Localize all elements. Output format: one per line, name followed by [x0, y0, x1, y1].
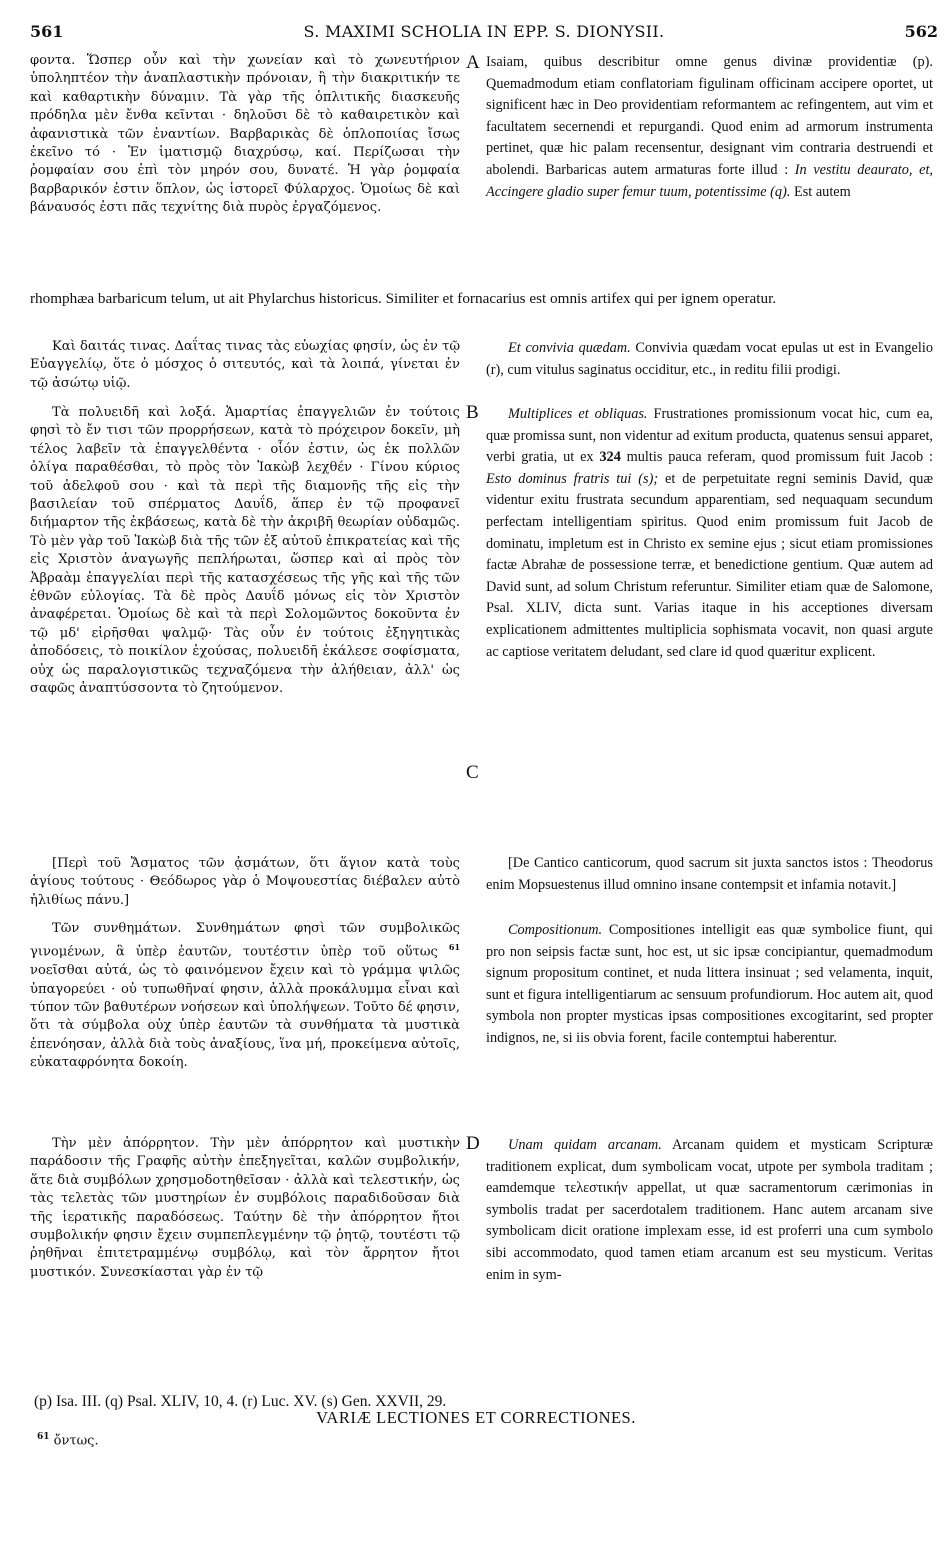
page-number-left: 561: [30, 22, 64, 41]
margin-page-ref: 324: [599, 449, 621, 466]
page-number-right: 562: [904, 22, 938, 41]
variae-lectiones-title: VARIÆ LECTIONES ET CORRECTIONES.: [316, 1408, 636, 1427]
footnote-ref-61: 61: [448, 942, 461, 953]
footnotes: (p) Isa. III. (q) Psal. XLIV, 10, 4. (r) Luc. XV. (s) Gen. XXVII, 29.: [34, 1393, 447, 1410]
greek-paragraph-3: Τὰ πολυειδῆ καὶ λοξά. Ἁμαρτίας ἐπαγγελιῶν ἐν τούτοις φησὶ τὸ ἔν τισι τῶν προρρήσεων, κατὰ τὸ πρόχειρον δοκεῖν, μὴ τέλος λαβεῖν τὰ ἐπαγγελθέντα · οἷόν ἐστιν, ὡς ἐκ πολλῶν ὀλίγα παραθέσθαι, τὸ πρὸς τὸν Ἰακὼβ λεχθέν · Γίνου κύριος τοῦ ἀδελφοῦ σου · καὶ τὰ περὶ τῆς διαμονῆς τῆς εἰς τὴν βασιλείαν τοῦ σπέρματος Δαυΐδ, ἅπερ ἐν τῷ προφανεῖ διήμαρτον τῆς ἐκβάσεως, κατὰ δὲ τὴν ἀκριβῆ θεωρίαν οὐδαμῶς. Τὸ μὲν γὰρ τοῦ Ἰακὼβ διὰ τῆς τῶν ἐξ αὐτοῦ ἐπικρατείας καὶ τῆς εἰς Χριστὸν ἀναγωγῆς πεπλήρωται, ὥσπερ καὶ αἱ πρὸς τὸν Ἀβραὰμ ἐπαγγελίαι περὶ τῆς κατασχέσεως τῆς γῆς καὶ τῆς τῶν ἐθνῶν εὐλογίας. Τὰ δὲ πρὸς Δαυΐδ μόνως εἰς τὸν Χριστὸν ἀναφέρεται. Ὁμοίως δὲ καὶ τὰ περὶ Σολομῶντος δοκοῦντα ἐν τῷ μδ' εἰρῆσθαι ψαλμῷ· Τὰς οὖν ἐν τούτοις ἐξηγητικὰς ἀποδόσεις, τὸ ποικίλον ἐχούσας, πολυειδῆ ἐκάλεσε σοφίσματα, οὐχ ὡς παραλογιστικῶς τεχναζόμενα τὴν ἀλήθειαν, ἀλλ' ὡς σαφῶς ἀναπτύσσοντα τὸ ζητούμενον.: [30, 405, 460, 697]
greek-paragraph-5: Τῶν συνθημάτων. Συνθημάτων φησὶ τῶν συμβολικῶς γινομένων, ἃ ὑπὲρ ἑαυτῶν, τουτέστιν ὑπὲρ τοῦ οὕτως $^{61}$ νοεῖσθαι αὐτά, ὡς τὸ φαινόμενον ἔχειν καὶ τὸ γράμμα ψιλῶς ὑπαγορεύει · οὐ τυπωθῆναί φησιν, ἀλλὰ προκάλυμμα εἶναι καὶ τύπον τῶν βαθυτέρων νοήσεων καὶ ὑπολήψεων. Τοῦτο δέ φησιν, ὅτι τὰ σύμβολα οὐχ ὑπὲρ ἑαυτῶν τὰ συνθήματα τὰ μυστικὰ ἐπενόησαν, ἀλλὰ διὰ τοὺς ἀναξίους, ἵνα μή, προκείμενα αὐτοῖς, εὐκαταφρόνητα δοκοίη.: [30, 921, 461, 1071]
latin-paragraph-2: Et convivia quædam. Convivia quædam vocat epulas ut est in Evangelio (r), cum vitulus saginatus occiditur, etc., in reditu filii prodigi.: [486, 340, 933, 378]
margin-marker-a: A: [466, 52, 480, 73]
margin-marker-d: D: [466, 1133, 480, 1154]
latin-paragraph-5: Compositionum. Compositiones intelligit eas quæ symbolice fiunt, qui pro non seipsis factæ sunt, hoc est, ut sic ipsæ concipiantur, quemadmodum signum propositum continet, et nuda littera insinuat ; sed velamenta, inquit, sunt et figura intelligentiarum ac sensuum profundiorum. Hoc autem ait, quod symbola non propter mysticas ipsas compositiones excogitarint, sed propter indignos, ne, si iis obvia forent, facile contemptui haberentur.: [486, 922, 933, 1046]
greek-paragraph-2: Καὶ δαιτάς τινας. Δαΐτας τινας τὰς εὐωχίας φησίν, ὡς ἐν τῷ Εὐαγγελίῳ, ὅτε ὁ μόσχος ὁ σιτευτός, καὶ τὰ λοιπά, γίνεται ἐν τῷ ἀσώτῳ υἱῷ.: [30, 339, 460, 391]
margin-marker-c: C: [466, 762, 479, 783]
latin-paragraph-3: Multiplices et obliquas. Frustrationes promissionum vocat hic, cum ea, quæ promissa sunt, non videntur ad exitum producta, quatenus sensui apparet, verbi gratia, ut ex 324 multis pauca referam, quod promissum fuit Jacob : Esto dominus fratris tui (s); et de perpetuitate regni seminis David, quæ videntur exitu frustrata secundum apparentiam, sed nequaquam secundum perfectam intelligentiam spiritus. Quod enim promissum fuit Jacob de dominatu, impletum est in Christo ex semine ejus ; sicut etiam promissiones factæ Abrahæ de possessione terræ, et benedictione gentium. Quæ autem ad David sunt, ad solum Christum referuntur. Similiter etiam quæ de Salomone, Psal. XLIV, dicta sunt. Varias itaque in his acceptiones diversam explicationem admittentes multiplicia sophismata vocavit, non quasi argute ac captiose veritatem deludant, sed clare id quod quæritur explicent.: [486, 406, 933, 660]
latin-paragraph-4: [De Cantico canticorum, quod sacrum sit juxta sanctos istos : Theodorus enim Mopsuestenus illud omnino insane contempsit et infamia notavit.]: [486, 855, 933, 893]
greek-paragraph-1: φοντα. Ὥσπερ οὖν καὶ τὴν χωνείαν καὶ τὸ χωνευτήριον ὑποληπτέον τὴν ἀναπλαστικὴν πρόνοιαν, ἢ τὴν διακριτικήν τε καὶ καθαρτικὴν δύναμιν. Τὰ γὰρ τῆς ὁπλιτικῆς διασκευῆς πρόδηλα μὲν ἔνθα κεῖνται · δηλοῦσι δὲ τὸ καθαιρετικὸν καὶ ἀφανιστικὰ τῶν ἐναντίων. Βαρβαρικὰς δὲ ὁπλοποιίας ἴσως ἐκεῖνο τό · Ἐν ἱματισμῷ διαχρύσῳ, καί. Περίζωσαι τὴν ῥομφαίαν σου ἐπὶ τὸν μηρόν σου, δυνατέ. Ἡ γὰρ ῥομφαία βαρβαρικόν ἐστιν ὅπλον, ὡς ἱστορεῖ Φύλαρχος. Ὁμοίως δὲ καὶ βάναυσός ἐστι πᾶς τεχνίτης διὰ πυρὸς ἐργαζόμενος.: [30, 53, 460, 216]
latin-paragraph-6: Unam quidam arcanam. Arcanam quidem et mysticam Scripturæ traditionem explicat, dum symbolicam vocat, utpote per symbola traditam ; eamdemque τελεστικήν appellat, ut quæ sacramentorum cærimonias in symbolis tradat per sacerdotalem traditionem. Hanc autem arcanam sive symbolicam dicit oratione implexam esse, id est proferri una cum symbolo sibi accommodato, quod tamen etiam arcanum est seu mysticum. Veritas enim in sym-: [486, 1137, 933, 1283]
greek-paragraph-4: [Περὶ τοῦ Ἄσματος τῶν ᾀσμάτων, ὅτι ἅγιον κατὰ τοὺς ἁγίους τούτους · Θεόδωρος γὰρ ὁ Μοψουεστίας διέβαλεν αὐτὸ ἠλιθίως πάνυ.]: [30, 856, 460, 908]
margin-marker-b: B: [466, 402, 479, 423]
page-title: S. MAXIMI SCHOLIA IN EPP. S. DIONYSII.: [303, 22, 665, 41]
full-width-latin-line: rhomphæa barbaricum telum, ut ait Phylarchus historicus. Similiter et fornacarius est omnis artifex qui per ignem operatur.: [30, 290, 777, 307]
running-header: [30, 22, 938, 44]
greek-paragraph-6: Τὴν μὲν ἀπόρρητον. Τὴν μὲν ἀπόρρητον καὶ μυστικὴν παράδοσιν τῆς Γραφῆς αὐτὴν ἐπεξηγεῖται, καλῶν συμβολικήν, ἅτε διὰ συμβόλων χρησμοδοτηθεῖσαν · ἀλλὰ καὶ τελεστικήν, ὡς τὰς τελετὰς τῶν μυστηρίων ἐν συμβόλοις παραδιδοῦσαν διὰ τῆς ἱερατικῆς παραδόσεως. Ταύτην δὲ τὴν ἀπόρρητον ἤτοι συμβολικήν φησιν ἔχειν συμπεπλεγμένην τῷ ῥητῷ, τουτέστι τῷ ῥηθῆναι ἐπιτετραμμένῳ συμβόλῳ, καὶ τὸν ἄρρητον ἤτοι μυστικόν. Συνεσκίασται γὰρ ἐν τῷ: [30, 1136, 460, 1280]
latin-paragraph-1: Isaiam, quibus describitur omne genus divinæ providentiæ (p). Quemadmodum etiam conflatoriam figulinam officinam accipere oportet, ut significent hæc in Deo providentiam reformantem ac refingentem, aut vim et facultatem secernendi et repurgandi. Quod enim ad armorum instrumenta pertinet, quæ hic palam recensentur, designant vim contraria destruendi et abolendi. Barbaricas autem armaturas forte illud : In vestitu deaurato, et, Accingere gladio super femur tuum, potentissime (q). Est autem: [486, 54, 933, 200]
variant-reading-61: $^{61}$ ὄντως.: [37, 1432, 99, 1449]
